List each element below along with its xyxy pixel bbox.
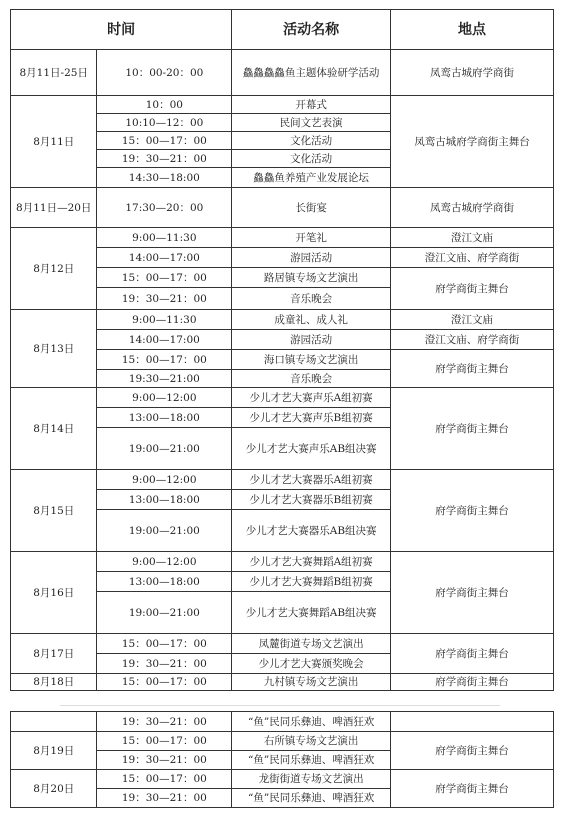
activity-cell: 少儿才艺大赛舞蹈A组初赛 — [232, 552, 391, 572]
time-cell: 17:30—20：00 — [97, 188, 232, 228]
location-cell: 澄江文庙、府学商街 — [391, 248, 554, 268]
activity-cell: 九村镇专场文艺演出 — [232, 674, 391, 691]
location-cell: 澄江文庙、府学商街 — [391, 330, 554, 350]
table-row — [11, 50, 554, 96]
activity-cell: 少儿才艺大赛声乐A组初赛 — [232, 388, 391, 408]
location-cell: 凤鸾古城府学商街主舞台 — [391, 96, 554, 188]
location-cell: 府学商街主舞台 — [391, 674, 554, 691]
date-cell: 8月15日 — [11, 470, 97, 552]
date-cell — [11, 712, 97, 732]
time-cell: 10：00 — [97, 96, 232, 114]
table-row — [11, 674, 554, 691]
header-activity: 活动名称 — [232, 10, 391, 50]
activity-cell: 凤麓街道专场文艺演出 — [232, 634, 391, 654]
activity-cell: 龙街街道专场文艺演出 — [232, 770, 391, 789]
location-cell: 凤鸾古城府学商街 — [391, 188, 554, 228]
table-row — [11, 634, 554, 654]
time-cell: 15：00—17：00 — [97, 350, 232, 370]
activity-cell: 游园活动 — [232, 330, 391, 350]
activity-cell: 鱻鱻鱻鱻鱼主题体验研学活动 — [232, 50, 391, 96]
date-cell: 8月13日 — [11, 310, 97, 388]
activity-cell: 鱻鱻鱼养殖产业发展论坛 — [232, 168, 391, 188]
activity-cell: 成童礼、成人礼 — [232, 310, 391, 330]
activity-cell: 音乐晚会 — [232, 370, 391, 388]
header-time: 时间 — [11, 10, 232, 50]
time-cell: 15：00—17：00 — [97, 132, 232, 150]
location-cell: 府学商街主舞台 — [391, 634, 554, 674]
time-cell: 19：30—21：00 — [97, 654, 232, 674]
location-cell: 府学商街主舞台 — [391, 268, 554, 310]
time-cell: 15：00—17：00 — [97, 268, 232, 288]
activity-cell: 文化活动 — [232, 132, 391, 150]
date-cell: 8月11日—20日 — [11, 188, 97, 228]
location-cell: 凤鸾古城府学商街 — [391, 50, 554, 96]
table-row — [11, 712, 554, 732]
location-cell: 澄江文庙 — [391, 310, 554, 330]
time-cell: 19：30—21：00 — [97, 288, 232, 310]
location-cell: 府学商街主舞台 — [391, 552, 554, 634]
activity-cell: 少儿才艺大赛舞蹈AB组决赛 — [232, 592, 391, 634]
activity-cell: 少儿才艺大赛舞蹈B组初赛 — [232, 572, 391, 592]
time-cell: 19:00—21:00 — [97, 428, 232, 470]
location-cell — [391, 712, 554, 732]
activity-cell: 文化活动 — [232, 150, 391, 168]
schedule-table-continued — [10, 711, 554, 808]
date-cell: 8月17日 — [11, 634, 97, 674]
schedule-table — [10, 9, 554, 691]
time-cell: 13:00—18:00 — [97, 408, 232, 428]
activity-cell: 民间文艺表演 — [232, 114, 391, 132]
activity-cell: 少儿才艺大赛器乐B组初赛 — [232, 490, 391, 510]
time-cell: 9:00—12:00 — [97, 552, 232, 572]
time-cell: 10:10—12：00 — [97, 114, 232, 132]
activity-cell: 少儿才艺大赛器乐AB组决赛 — [232, 510, 391, 552]
activity-cell: 少儿才艺大赛声乐B组初赛 — [232, 408, 391, 428]
time-cell: 13:00—18:00 — [97, 490, 232, 510]
time-cell: 9:00—11:30 — [97, 228, 232, 248]
time-cell: 19：30—21：00 — [97, 789, 232, 808]
time-cell: 19：30—21：00 — [97, 150, 232, 168]
location-cell: 府学商街主舞台 — [391, 350, 554, 388]
activity-cell: 少儿才艺大赛声乐AB组决赛 — [232, 428, 391, 470]
table-row — [11, 310, 554, 330]
activity-cell: 游园活动 — [232, 248, 391, 268]
activity-cell: “鱼”民同乐彝迪、啤酒狂欢 — [232, 789, 391, 808]
time-cell: 14:30—18:00 — [97, 168, 232, 188]
date-cell: 8月11日 — [11, 96, 97, 188]
date-cell: 8月12日 — [11, 228, 97, 310]
time-cell: 19:30—21:00 — [97, 370, 232, 388]
table-row — [11, 470, 554, 490]
page-break-divider — [60, 705, 500, 706]
header-location: 地点 — [391, 10, 554, 50]
header-row — [11, 10, 554, 50]
activity-cell: 开笔礼 — [232, 228, 391, 248]
time-cell: 15：00—17：00 — [97, 674, 232, 691]
time-cell: 9:00—11:30 — [97, 310, 232, 330]
time-cell: 10：00-20：00 — [97, 50, 232, 96]
location-cell: 澄江文庙 — [391, 228, 554, 248]
date-cell: 8月11日-25日 — [11, 50, 97, 96]
date-cell: 8月20日 — [11, 770, 97, 808]
table-row — [11, 96, 554, 114]
activity-cell: 音乐晚会 — [232, 288, 391, 310]
time-cell: 19：30—21：00 — [97, 712, 232, 732]
activity-cell: “鱼”民同乐彝迪、啤酒狂欢 — [232, 751, 391, 770]
table-row — [11, 228, 554, 248]
time-cell: 13:00—18:00 — [97, 572, 232, 592]
date-cell: 8月18日 — [11, 674, 97, 691]
table-row — [11, 188, 554, 228]
activity-cell: 少儿才艺大赛器乐A组初赛 — [232, 470, 391, 490]
table-row — [11, 388, 554, 408]
time-cell: 19:00—21:00 — [97, 510, 232, 552]
time-cell: 9:00—12:00 — [97, 388, 232, 408]
location-cell: 府学商街主舞台 — [391, 770, 554, 808]
time-cell: 9:00—12:00 — [97, 470, 232, 490]
date-cell: 8月19日 — [11, 732, 97, 770]
date-cell: 8月16日 — [11, 552, 97, 634]
time-cell: 19：30—21：00 — [97, 751, 232, 770]
time-cell: 15：00—17：00 — [97, 732, 232, 751]
time-cell: 19:00—21:00 — [97, 592, 232, 634]
activity-cell: 路居镇专场文艺演出 — [232, 268, 391, 288]
activity-cell: 海口镇专场文艺演出 — [232, 350, 391, 370]
location-cell: 府学商街主舞台 — [391, 470, 554, 552]
activity-cell: 长街宴 — [232, 188, 391, 228]
time-cell: 14:00—17:00 — [97, 330, 232, 350]
activity-cell: “鱼”民同乐彝迪、啤酒狂欢 — [232, 712, 391, 732]
location-cell: 府学商街主舞台 — [391, 388, 554, 470]
table-row — [11, 552, 554, 572]
table-row — [11, 732, 554, 751]
location-cell: 府学商街主舞台 — [391, 732, 554, 770]
time-cell: 15：00—17：00 — [97, 770, 232, 789]
activity-cell: 右所镇专场文艺演出 — [232, 732, 391, 751]
activity-cell: 开幕式 — [232, 96, 391, 114]
time-cell: 15：00—17：00 — [97, 634, 232, 654]
table-row — [11, 770, 554, 789]
activity-cell: 少儿才艺大赛颁奖晚会 — [232, 654, 391, 674]
date-cell: 8月14日 — [11, 388, 97, 470]
time-cell: 14:00—17:00 — [97, 248, 232, 268]
